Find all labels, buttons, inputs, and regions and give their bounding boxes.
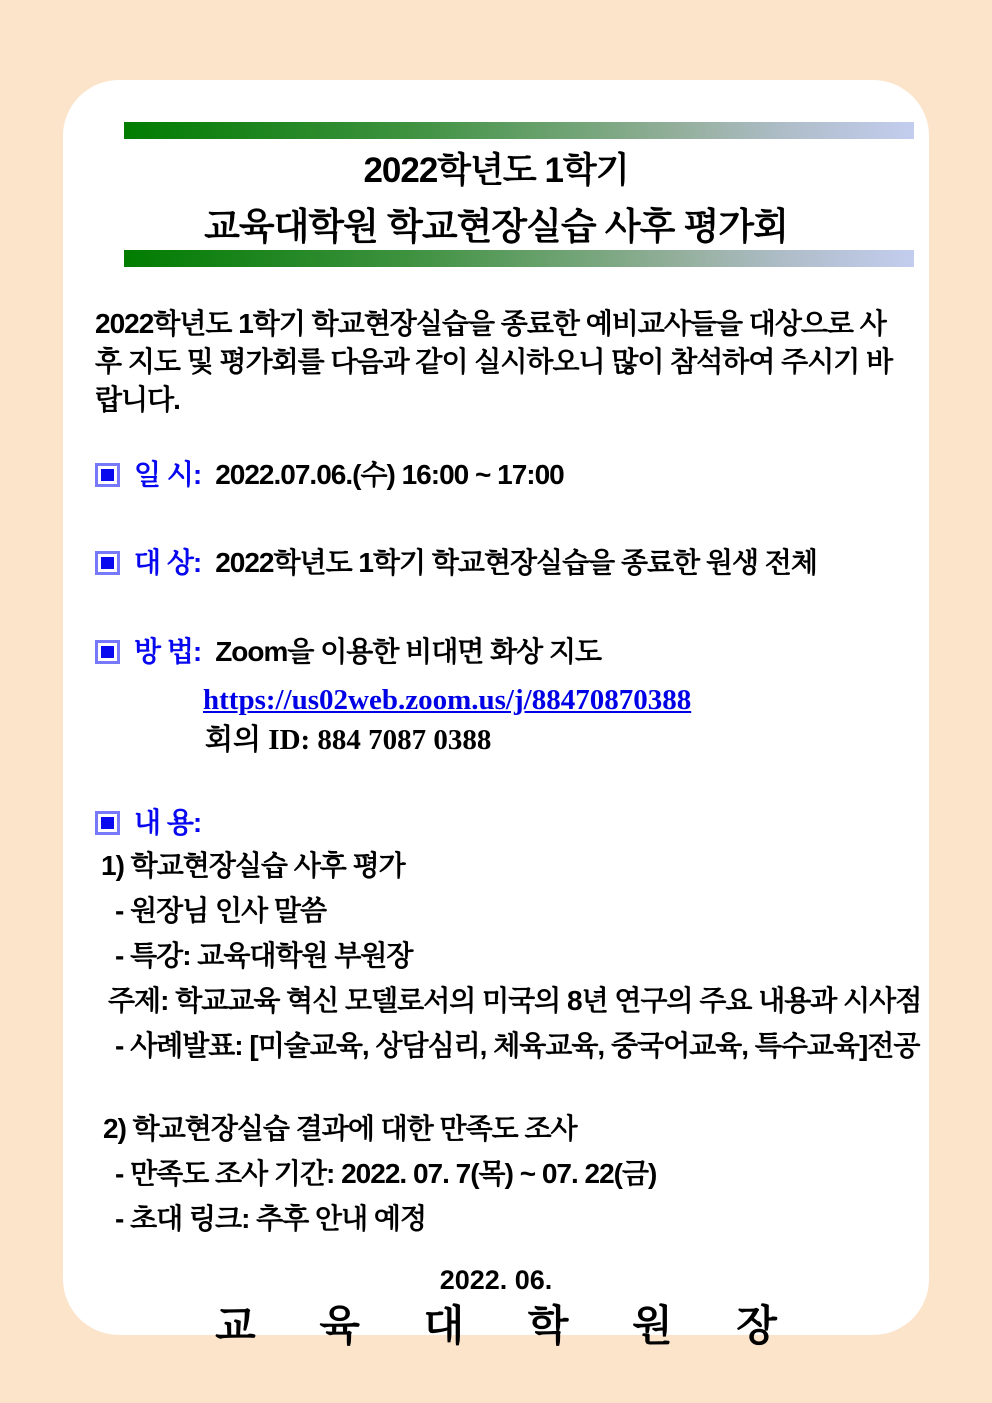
target-value: 2022학년도 1학기 학교현장실습을 종료한 원생 전체 [215, 547, 817, 578]
method-value: Zoom을 이용한 비대면 화상 지도 [215, 636, 602, 667]
section-datetime [95, 459, 929, 490]
square-bullet-icon [95, 811, 120, 835]
title-top-gradient-bar [124, 122, 914, 139]
square-bullet-icon [95, 463, 120, 487]
datetime-label: 일 시: [134, 459, 202, 490]
section-content [95, 807, 929, 838]
content-item1-line-greeting: - 원장님 인사 말씀 [115, 895, 326, 926]
content-label: 내 용: [134, 807, 202, 838]
notice-card [63, 80, 929, 1349]
content-item2-line-period: - 만족도 조사 기간: 2022. 07. 7(목) ~ 07. 22(금) [115, 1158, 657, 1189]
content-item2-heading: 2) 학교현장실습 결과에 대한 만족도 조사 [103, 1113, 577, 1144]
method-label: 방 법: [134, 636, 202, 667]
square-bullet-icon [95, 640, 120, 664]
title-bottom-gradient-bar [124, 250, 914, 267]
notice-title-line2: 교육대학원 학교현장실습 사후 평가회 [204, 206, 788, 247]
square-bullet-icon [95, 551, 120, 575]
content-item1-heading: 1) 학교현장실습 사후 평가 [101, 850, 405, 881]
section-method [95, 636, 929, 667]
target-label: 대 상: [134, 547, 202, 578]
section-target [95, 547, 929, 578]
content-item1-line-topic: 주제: 학교교육 혁신 모델로서의 미국의 8년 연구의 주요 내용과 시사점 [108, 985, 922, 1016]
content-item2-line-invite: - 초대 링크: 추후 안내 예정 [115, 1203, 427, 1234]
content-item1-line-lecture: - 특강: 교육대학원 부원장 [115, 940, 413, 971]
datetime-value: 2022.07.06.(수) 16:00 ~ 17:00 [215, 459, 564, 490]
notice-title-line1: 2022학년도 1학기 [363, 151, 629, 190]
meeting-id: 회의 ID: 884 7087 0388 [205, 724, 492, 756]
zoom-link-line [203, 683, 929, 717]
footer-date: 2022. 06. [439, 1265, 553, 1295]
intro-paragraph: 2022학년도 1학기 학교현장실습을 종료한 예비교사들을 대상으로 사후 지도 및 평가회를 다음과 같이 실시하오니 많이 참석하여 주시기 바랍니다. [95, 308, 893, 415]
zoom-meeting-link[interactable]: https://us02web.zoom.us/j/88470870388 [203, 684, 692, 716]
signature-dean: 교 육 대 학 원 장 [215, 1302, 803, 1349]
content-item1-line-cases: - 사례발표: [미술교육, 상담심리, 체육교육, 중국어교육, 특수교육]전공 [115, 1030, 920, 1061]
